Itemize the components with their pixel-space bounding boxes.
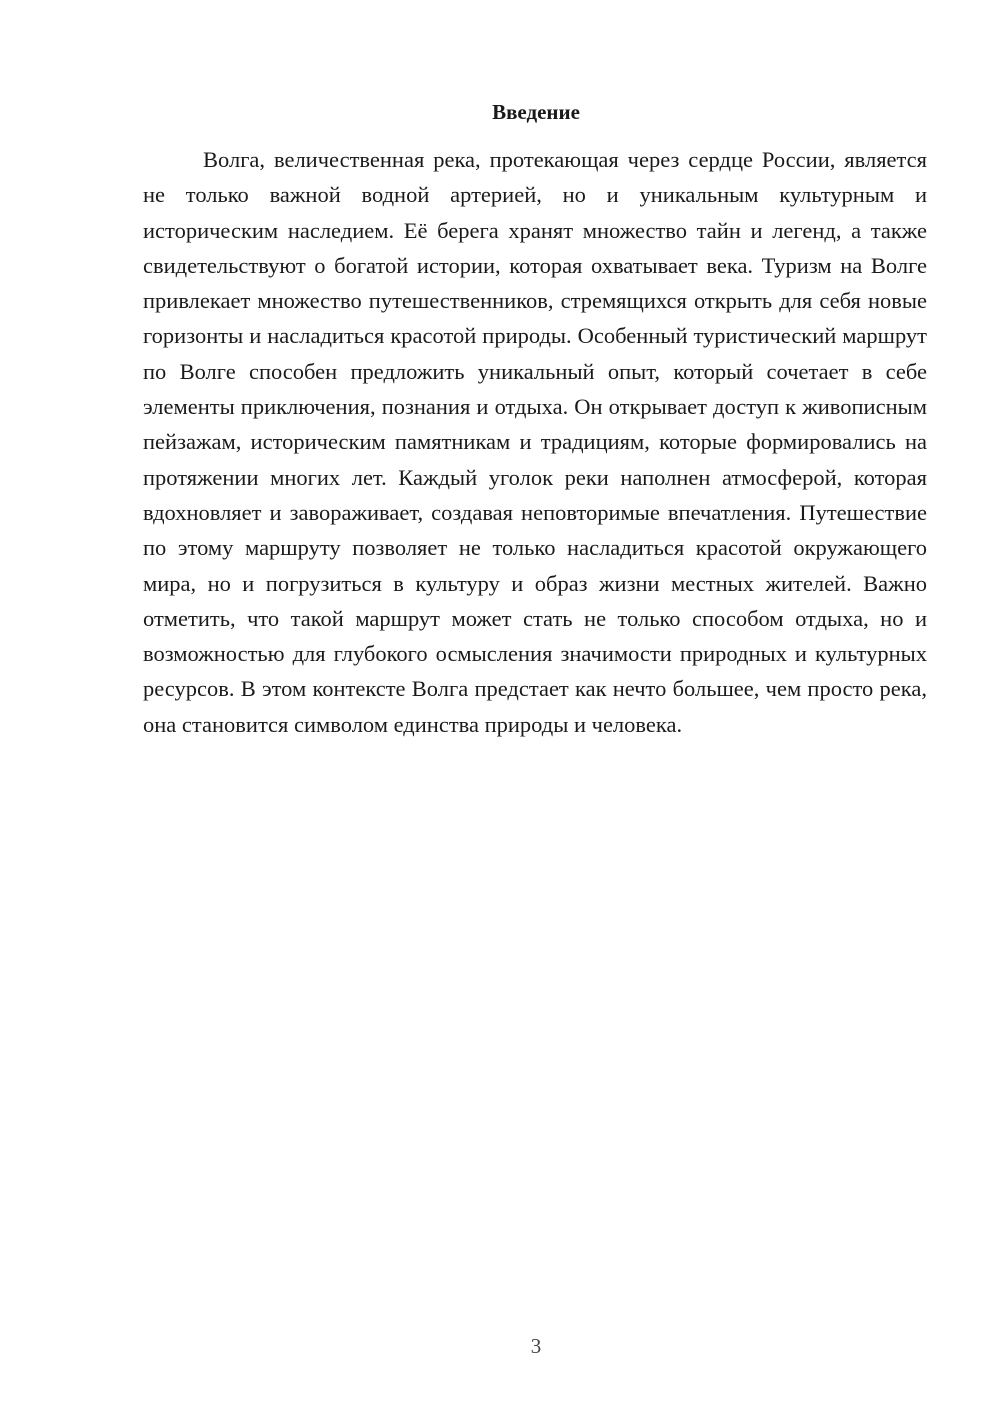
page-number: 3 xyxy=(530,1334,542,1358)
section-heading: Введение xyxy=(492,100,580,124)
body-paragraph: Волга, величественная река, протекающая через сердце России, является не только важной водной артерией, но и уникальным культурным и историческим наследием. Её берега хранят множество тайн и легенд, а также свидетельствуют о богатой истории, которая охватывает века. Туризм на Волге привлекает множество путешественников, стремящихся открыть для себя новые горизонты и насладиться красотой природы. Особенный туристический маршрут по Волге способен предложить уникальный опыт, который сочетает в себе элементы приключения, познания и отдыха. Он открывает доступ к живописным пейзажам, историческим памятникам и традициям, которые формировались на протяжении многих лет. Каждый уголок реки наполнен атмосферой, которая вдохновляет и завораживает, создавая неповторимые впечатления. Путешествие по этому маршруту позволяет не только насладиться красотой окружающего мира, но и погрузиться в культуру и образ жизни местных жителей. Важно отметить, что такой маршрут может стать не только способом отдыха, но и возможностью для глубокого осмысления значимости природных и культурных ресурсов. В этом контексте Волга предстает как нечто большее, чем просто река, она становится символом единства природы и человека. xyxy=(143,147,927,737)
